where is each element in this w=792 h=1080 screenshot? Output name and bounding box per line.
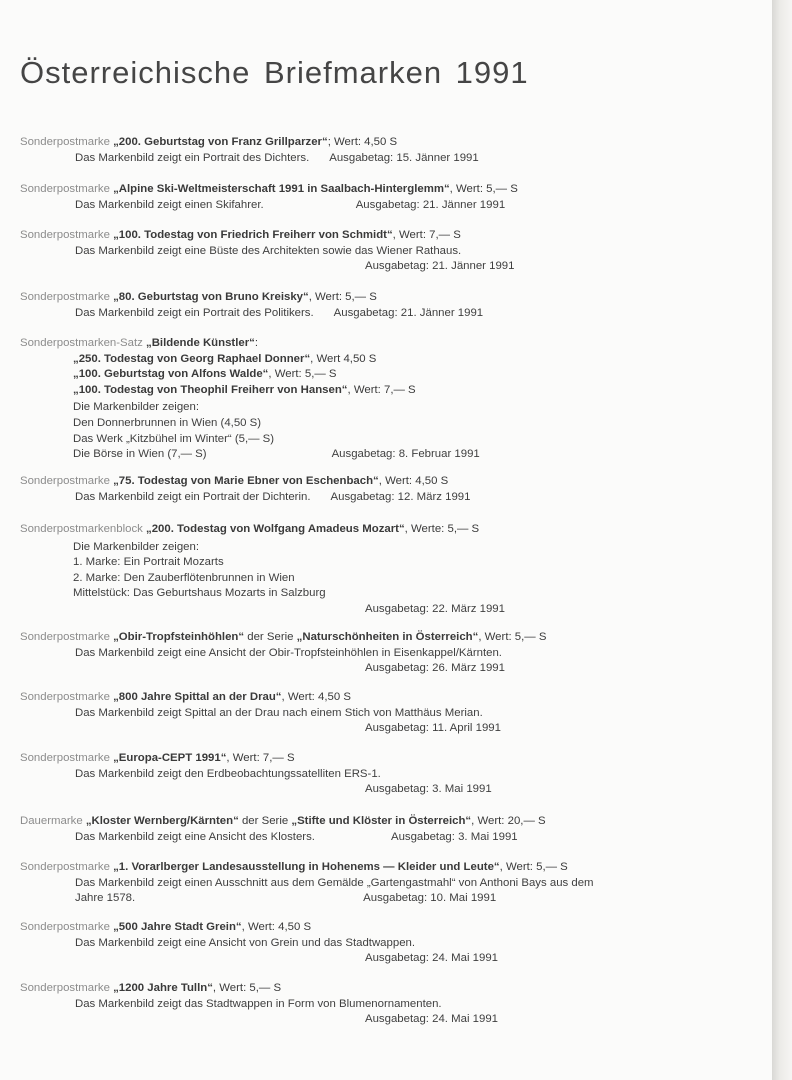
issue-date: Ausgabetag: 15. Jänner 1991	[329, 151, 479, 164]
set-item-name: „100. Geburtstag von Alfons Walde“	[73, 368, 269, 381]
stamp-kind: Sonderpostmarke	[20, 291, 110, 303]
stamp-description: Das Markenbild zeigt eine Ansicht des Klosters.	[75, 830, 315, 843]
stamp-description: Das Markenbild zeigt ein Portrait der Dichterin.	[75, 490, 311, 503]
set-item	[20, 367, 480, 383]
entry-heading	[20, 860, 594, 876]
stamp-name: „200. Geburtstag von Franz Grillparzer“	[113, 136, 328, 148]
stamp-entry	[20, 860, 594, 907]
series-connector: der Serie	[244, 631, 297, 643]
stamp-entry	[20, 182, 518, 213]
stamp-kind: Sonderpostmarke	[20, 921, 110, 933]
issue-date: Ausgabetag: 21. Jänner 1991	[355, 198, 506, 211]
stamp-kind: Sonderpostmarke	[20, 752, 110, 764]
entry-heading	[20, 336, 480, 352]
entry-description	[20, 490, 470, 506]
series-name: „Stifte und Klöster in Österreich“	[291, 815, 472, 827]
stamp-entry	[20, 135, 479, 166]
issue-date: Ausgabetag: 12. März 1991	[330, 490, 471, 503]
stamp-kind: Dauermarke	[20, 815, 83, 827]
stamp-name: „75. Todestag von Marie Ebner von Eschenbach“	[113, 475, 379, 487]
stamp-name: „500 Jahre Stadt Grein“	[113, 921, 242, 933]
stamp-value: , Wert: 5,— S	[449, 183, 518, 195]
description-line: Die Börse in Wien (7,— S)	[73, 448, 207, 461]
entry-heading	[20, 981, 498, 997]
stamp-entry	[20, 290, 483, 321]
set-item-value: , Wert: 5,— S	[268, 368, 337, 381]
issue-date: Ausgabetag: 11. April 1991	[365, 722, 501, 735]
stamp-entry	[20, 630, 546, 677]
description-line: Das Werk „Kitzbühel im Winter“ (5,— S)	[73, 432, 275, 445]
stamp-description-cont: Jahre 1578.	[75, 892, 136, 905]
issue-date: Ausgabetag: 26. März 1991	[365, 662, 505, 675]
stamp-name: „100. Todestag von Friedrich Freiherr von Schmidt“	[113, 229, 393, 241]
stamp-entry	[20, 474, 470, 505]
stamp-name: „1200 Jahre Tulln“	[113, 982, 213, 994]
stamp-description: Das Markenbild zeigt einen Skifahrer.	[75, 198, 264, 211]
stamp-description: Das Markenbild zeigt eine Ansicht von Grein und das Stadtwappen.	[75, 936, 416, 949]
description-line: 2. Marke: Den Zauberflötenbrunnen in Wien	[73, 571, 295, 584]
stamp-entry	[20, 336, 480, 463]
stamp-value: , Wert: 20,— S	[471, 815, 546, 827]
stamp-description: Das Markenbild zeigt ein Portrait des Dichters.	[75, 151, 310, 164]
stamp-value: , Wert: 5,— S	[212, 982, 282, 994]
set-item-name: „250. Todestag von Georg Raphael Donner“	[73, 352, 311, 365]
stamp-description: Das Markenbild zeigt eine Büste des Architekten sowie das Wiener Rathaus.	[75, 244, 462, 257]
stamp-value: , Wert: 7,— S	[392, 229, 461, 241]
stamp-kind: Sonderpostmarke	[20, 136, 110, 148]
stamp-name: „80. Geburtstag von Bruno Kreisky“	[113, 291, 309, 303]
set-item-value: , Wert 4,50 S	[310, 352, 377, 365]
issue-date: Ausgabetag: 24. Mai 1991	[365, 952, 498, 965]
entry-description	[20, 830, 546, 846]
stamp-name: „Bildende Künstler“	[146, 337, 255, 349]
description-line: Die Markenbilder zeigen:	[73, 401, 199, 414]
stamp-name: „Kloster Wernberg/Kärnten“	[85, 815, 239, 827]
set-item-value: , Wert: 7,— S	[347, 383, 416, 396]
entry-description-cont	[20, 891, 594, 907]
description-line: Mittelstück: Das Geburtshaus Mozarts in Salzburg	[73, 587, 326, 600]
stamp-name: „Obir-Tropfsteinhöhlen“	[113, 631, 245, 643]
stamp-description: Das Markenbild zeigt ein Portrait des Politikers.	[75, 306, 314, 319]
issue-date: Ausgabetag: 10. Mai 1991	[363, 892, 497, 905]
entry-heading	[20, 920, 498, 936]
entry-heading	[20, 814, 546, 830]
description-line: 1. Marke: Ein Portrait Mozarts	[73, 556, 224, 569]
stamp-name: „1. Vorarlberger Landesausstellung in Hohenems — Kleider und Leute“	[113, 861, 500, 873]
stamp-kind: Sonderpostmarke	[20, 475, 110, 487]
entry-heading	[20, 290, 483, 306]
entry-heading	[20, 135, 479, 151]
stamp-value: :	[254, 337, 259, 349]
series-connector: der Serie	[238, 815, 292, 827]
issue-date: Ausgabetag: 22. März 1991	[365, 602, 505, 615]
stamp-entry	[20, 690, 501, 737]
issue-date: Ausgabetag: 24. Mai 1991	[365, 1013, 498, 1026]
stamp-name: „200. Todestag von Wolfgang Amadeus Mozart“	[146, 523, 405, 535]
stamp-entry	[20, 751, 492, 798]
stamp-value: , Wert: 5,— S	[499, 861, 568, 873]
entry-description	[20, 306, 483, 322]
stamp-kind: Sonderpostmarke	[20, 691, 110, 703]
stamp-entry	[20, 920, 498, 967]
issue-date: Ausgabetag: 3. Mai 1991	[390, 830, 518, 843]
issue-date: Ausgabetag: 3. Mai 1991	[365, 783, 492, 796]
stamp-value: , Wert: 4,50 S	[378, 475, 449, 487]
stamp-entry	[20, 814, 546, 845]
entry-description	[20, 447, 480, 463]
set-item	[20, 352, 480, 368]
stamp-name: „800 Jahre Spittal an der Drau“	[113, 691, 282, 703]
issue-date: Ausgabetag: 21. Jänner 1991	[365, 260, 515, 273]
set-item	[20, 383, 480, 399]
entry-heading	[20, 751, 492, 767]
stamp-name: „Europa-CEPT 1991“	[113, 752, 227, 764]
stamp-kind: Sonderpostmarke	[20, 631, 110, 643]
stamp-entry	[20, 981, 498, 1028]
stamp-kind: Sonderpostmarkenblock	[20, 523, 143, 535]
stamp-value: ; Wert: 4,50 S	[327, 136, 398, 148]
stamp-entry	[20, 228, 514, 275]
series-name: „Naturschönheiten in Österreich“	[296, 631, 479, 643]
description-line: Die Markenbilder zeigen:	[73, 540, 199, 553]
stamp-kind: Sonderpostmarke	[20, 982, 110, 994]
page-edge	[772, 0, 792, 1080]
stamp-kind: Sonderpostmarken-Satz	[20, 337, 143, 349]
stamp-kind: Sonderpostmarke	[20, 861, 110, 873]
entry-description	[20, 198, 518, 214]
stamp-description: Das Markenbild zeigt einen Ausschnitt aus dem Gemälde „Gartengastmahl“ von Anthoni Bays aus dem	[75, 876, 594, 889]
stamp-entry	[20, 522, 505, 618]
stamp-kind: Sonderpostmarke	[20, 229, 110, 241]
stamp-description: Das Markenbild zeigt das Stadtwappen in Form von Blumenornamenten.	[75, 997, 442, 1010]
stamp-value: , Werte: 5,— S	[404, 523, 480, 535]
entry-heading	[20, 690, 501, 706]
entry-heading	[20, 522, 505, 538]
entry-heading	[20, 182, 518, 198]
entry-heading	[20, 630, 546, 646]
entry-heading	[20, 474, 470, 490]
stamp-value: , Wert: 7,— S	[226, 752, 295, 764]
issue-date: Ausgabetag: 21. Jänner 1991	[333, 306, 484, 319]
entry-heading	[20, 228, 514, 244]
set-item-name: „100. Todestag von Theophil Freiherr von Hansen“	[73, 383, 348, 396]
stamp-value: , Wert: 4,50 S	[281, 691, 351, 703]
stamp-value: , Wert: 4,50 S	[241, 921, 312, 933]
stamp-description: Das Markenbild zeigt eine Ansicht der Obir-Tropfsteinhöhlen in Eisenkappel/Kärnten.	[75, 646, 502, 659]
stamp-value: , Wert: 5,— S	[478, 631, 547, 643]
issue-date: Ausgabetag: 8. Februar 1991	[331, 448, 480, 461]
stamp-kind: Sonderpostmarke	[20, 183, 110, 195]
entry-description	[20, 151, 479, 167]
page-title: Österreichische Briefmarken 1991	[20, 55, 529, 90]
description-line: Den Donnerbrunnen in Wien (4,50 S)	[73, 416, 262, 429]
stamp-description: Das Markenbild zeigt Spittal an der Drau nach einem Stich von Matthäus Merian.	[75, 706, 483, 719]
stamp-name: „Alpine Ski-Weltmeisterschaft 1991 in Saalbach-Hinterglemm“	[113, 183, 450, 195]
stamp-description: Das Markenbild zeigt den Erdbeobachtungssatelliten ERS-1.	[75, 767, 381, 780]
stamp-value: , Wert: 5,— S	[308, 291, 377, 303]
